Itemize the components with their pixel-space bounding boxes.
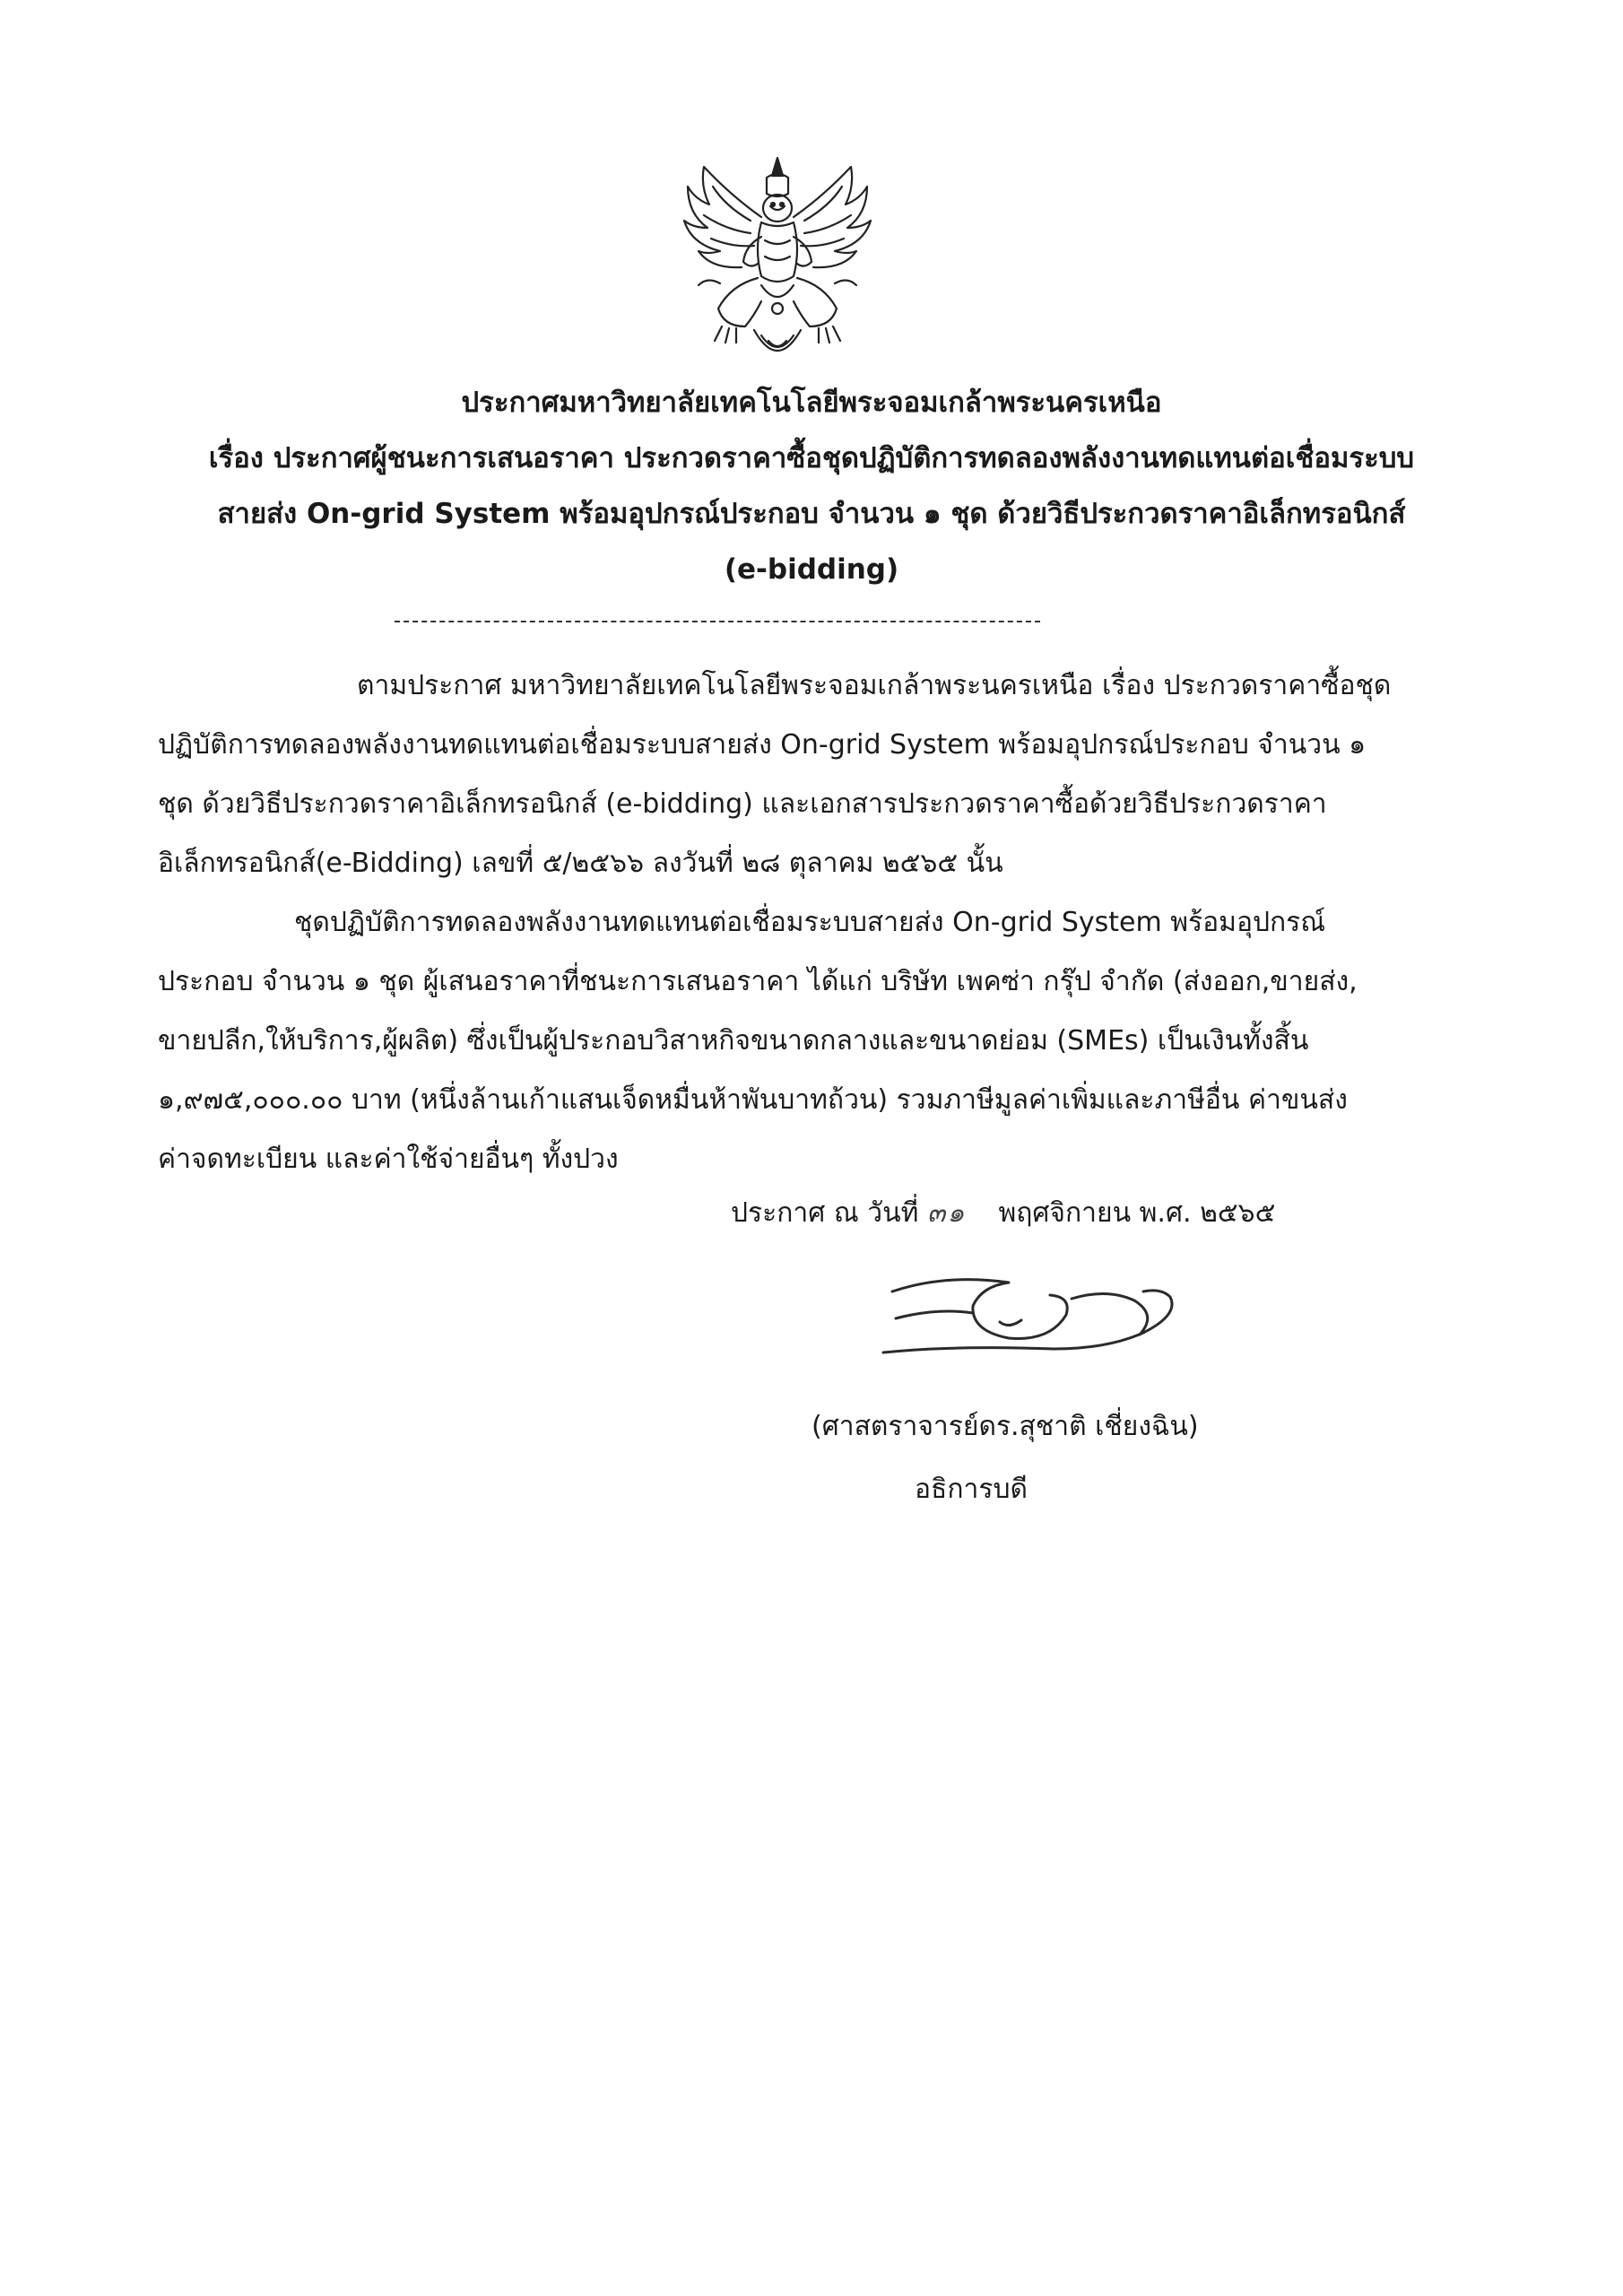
title-line-2: เรื่อง ประกาศผู้ชนะการเสนอราคา ประกวดราคาซื้อชุดปฏิบัติการทดลองพลังงานทดแทนต่อเชื่อมระบบ: [208, 442, 1415, 474]
document-title: [135, 375, 1488, 597]
title-line-4: (e-bidding): [724, 553, 899, 586]
dashed-divider: [395, 621, 1040, 622]
paragraph1-line-2: ปฏิบัติการทดลองพลังงานทดแทนต่อเชื่อมระบบสายส่ง On-grid System พร้อมอุปกรณ์ประกอบ จำนวน ๑: [158, 729, 1367, 761]
date-month-year: พฤศจิกายน พ.ศ. ๒๕๖๕: [998, 1197, 1276, 1229]
paragraph2-line-4: ๑,๙๗๕,๐๐๐.๐๐ บาท (หนึ่งล้านเก้าแสนเจ็ดหมื่นห้าพันบาทถ้วน) รวมภาษีมูลค่าเพิ่มและภาษีอื่น ค่าขนส่ง: [158, 1084, 1348, 1116]
signer-name: (ศาสตราจารย์ดร.สุชาติ เชี่ยงฉิน): [812, 1411, 1199, 1442]
title-line-1: ประกาศมหาวิทยาลัยเทคโนโลยีพระจอมเกล้าพระนครเหนือ: [461, 387, 1162, 419]
paragraph2-line-3: ขายปลีก,ให้บริการ,ผู้ผลิต) ซึ่งเป็นผู้ประกอบวิสาหกิจขนาดกลางและขนาดย่อม (SMEs) เป็นเงินทั้งสิ้น: [158, 1025, 1309, 1057]
garuda-emblem-icon: [668, 151, 888, 379]
handwritten-signature-icon: [874, 1256, 1197, 1372]
paragraph1-line-4: อิเล็กทรอนิกส์(e-Bidding) เลขที่ ๕/๒๕๖๖ ลงวันที่ ๒๘ ตุลาคม ๒๕๖๕ นั้น: [158, 848, 1003, 879]
paragraph2-line-1: ชุดปฏิบัติการทดลองพลังงานทดแทนต่อเชื่อมระบบสายส่ง On-grid System พร้อมอุปกรณ์: [294, 907, 1326, 938]
paragraph1-line-3: ชุด ด้วยวิธีประกวดราคาอิเล็กทรอนิกส์ (e-bidding) และเอกสารประกวดราคาซื้อด้วยวิธีประกวดราคา: [158, 788, 1327, 820]
paragraph2-line-2: ประกอบ จำนวน ๑ ชุด ผู้เสนอราคาที่ชนะการเสนอราคา ได้แก่ บริษัท เพคซ่า กรุ๊ป จำกัด (ส่งออก,ขายส่ง,: [158, 966, 1358, 997]
title-line-3: สายส่ง On-grid System พร้อมอุปกรณ์ประกอบ จำนวน ๑ ชุด ด้วยวิธีประกวดราคาอิเล็กทรอนิกส์: [217, 498, 1406, 530]
date-prefix: ประกาศ ณ วันที่: [731, 1197, 919, 1229]
announcement-date: [731, 1191, 1275, 1236]
paragraph2-line-5: ค่าจดทะเบียน และค่าใช้จ่ายอื่นๆ ทั้งปวง: [158, 1144, 619, 1175]
paragraph1-line-1: ตามประกาศ มหาวิทยาลัยเทคโนโลยีพระจอมเกล้าพระนครเหนือ เรื่อง ประกวดราคาซื้อชุด: [357, 670, 1392, 701]
date-day-handwritten: ๓๑: [926, 1197, 967, 1229]
signer-position: อธิการบดี: [915, 1474, 1028, 1505]
